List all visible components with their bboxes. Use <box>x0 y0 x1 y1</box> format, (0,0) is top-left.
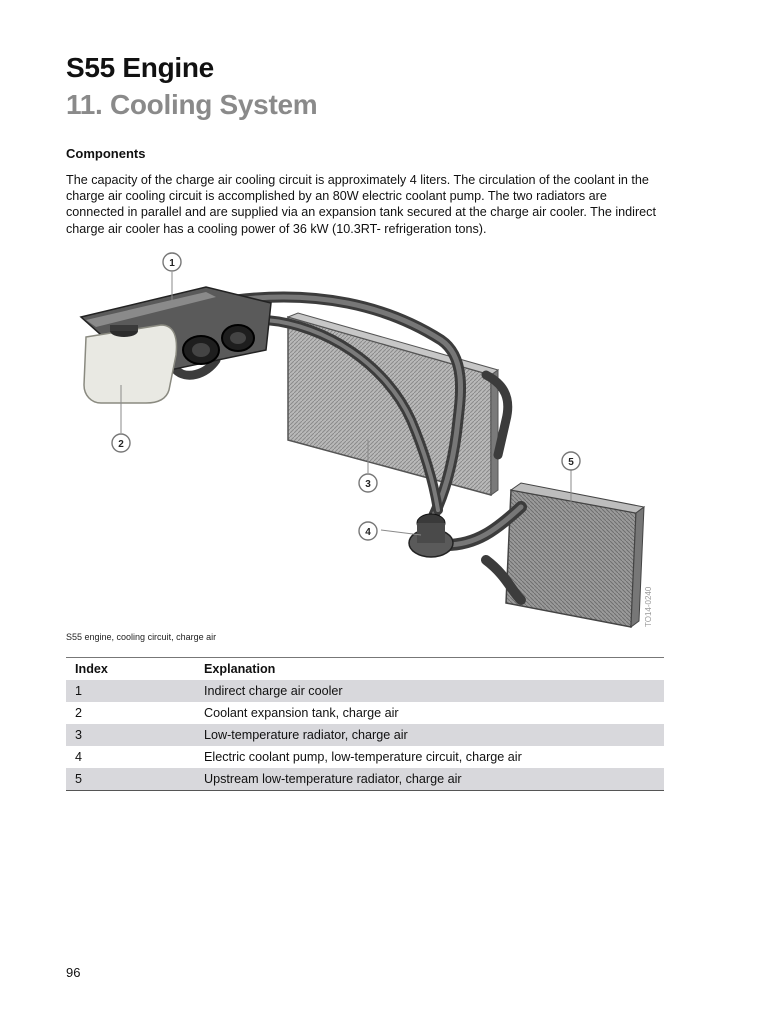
callout-4 <box>359 522 377 540</box>
row-explanation: Coolant expansion tank, charge air <box>204 706 399 720</box>
row-explanation: Electric coolant pump, low-temperature circuit, charge air <box>204 750 522 764</box>
table-row <box>66 702 664 724</box>
row-explanation: Low-temperature radiator, charge air <box>195 724 664 746</box>
figure-caption: S55 engine, cooling circuit, charge air <box>66 632 217 642</box>
electric-coolant-pump <box>409 514 453 557</box>
table-row <box>66 768 664 791</box>
upstream-radiator <box>506 483 644 627</box>
cooling-circuit-illustration <box>66 245 666 635</box>
callout-1 <box>163 253 181 271</box>
table-row <box>66 724 664 746</box>
row-explanation: Indirect charge air cooler <box>195 680 664 702</box>
document-title: S55 Engine <box>66 52 214 83</box>
table-row <box>66 680 664 702</box>
low-temperature-radiator <box>288 313 498 495</box>
expansion-tank <box>84 325 176 403</box>
svg-text:4: 4 <box>365 527 371 538</box>
svg-text:5: 5 <box>568 457 574 468</box>
column-header-index: Index <box>66 658 195 681</box>
table-header-row <box>66 658 664 681</box>
callout-3 <box>359 474 377 492</box>
svg-text:2: 2 <box>118 439 124 450</box>
callout-2 <box>112 434 130 452</box>
row-index: 3 <box>66 724 195 746</box>
row-explanation: Upstream low-temperature radiator, charge air <box>195 768 664 791</box>
chapter-title: 11. Cooling System <box>66 89 318 120</box>
index-table <box>66 657 664 791</box>
row-index: 2 <box>75 706 83 720</box>
section-heading: Components <box>66 146 146 161</box>
row-index: 1 <box>66 680 195 702</box>
column-header-explanation: Explanation <box>195 658 664 681</box>
image-code: TO14-0240 <box>644 586 653 627</box>
callout-5 <box>562 452 580 470</box>
row-index: 4 <box>75 750 83 764</box>
cooling-circuit-figure <box>66 245 666 635</box>
svg-text:1: 1 <box>169 258 175 269</box>
page-number: 96 <box>66 965 81 980</box>
row-index: 5 <box>66 768 195 791</box>
table-row <box>66 746 664 768</box>
svg-text:3: 3 <box>365 479 371 490</box>
body-paragraph: The capacity of the charge air cooling circuit is approximately 4 liters. The circulation of the coolant in the charge air cooling circuit is accomplished by an 80W electric coolant pump. The two radiators are connected in parallel and are supplied via an expansion tank secured at the charge air cooler. The indirect charge air cooler has a cooling power of 36 kW (10.3RT- refrigeration tons). <box>66 173 656 236</box>
